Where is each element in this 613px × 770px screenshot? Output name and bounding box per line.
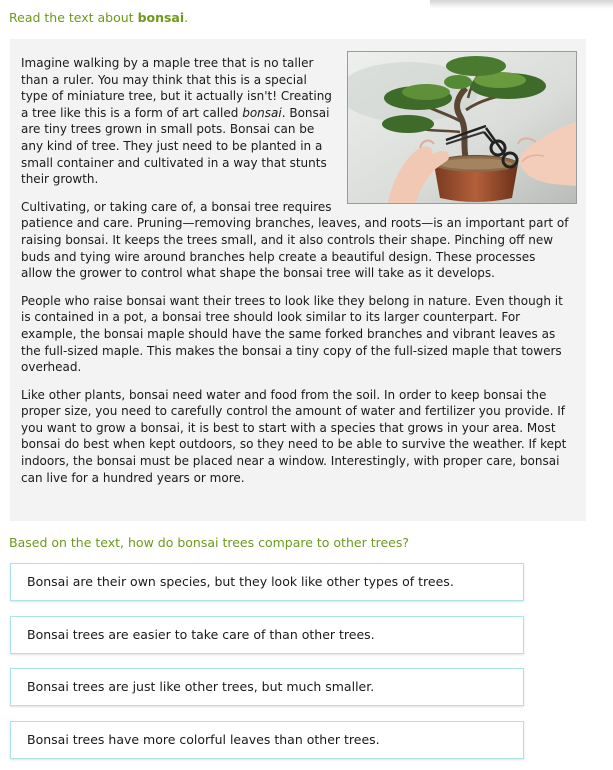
answer-option-3[interactable]: Bonsai trees are just like other trees, but much smaller.: [10, 668, 524, 706]
answer-option-4[interactable]: Bonsai trees have more colorful leaves than other trees.: [10, 721, 524, 759]
p1-start: Imagine walking by a maple tree that is no taller than a ruler. You may think that this is a special type of miniature tree, but it actually isn't! Creating a tree like this is a form of art called: [21, 56, 332, 120]
header-shadow: [430, 0, 613, 9]
question-prompt: Based on the text, how do bonsai trees compare to other trees?: [9, 535, 409, 550]
reading-passage: [10, 39, 586, 521]
p1-end: . Bonsai are tiny trees grown in small pots. Bonsai can be any kind of tree. They just need to be planted in a small container and cultivated in a way that stunts their growth.: [21, 105, 330, 187]
passage-paragraph-4: Like other plants, bonsai need water and food from the soil. In order to keep bonsai the proper size, you need to carefully control the amount of water and fertilizer you provide. If you want to grow a bonsai, it is best to start with a species that grows in your area. Most bonsai do best when kept outdoors, so they need to be able to survive the weather. If kept indoors, the bonsai must be placed near a window. Interestingly, with proper care, bonsai can live for a hundred years or more.: [21, 387, 567, 485]
answer-option-1[interactable]: Bonsai are their own species, but they look like other types of trees.: [10, 563, 524, 601]
bonsai-photo: [347, 51, 577, 204]
p1-italic-term: bonsai: [242, 105, 282, 120]
instruction-text: [9, 10, 188, 25]
instruction-keyword: bonsai: [137, 10, 185, 25]
instruction-prefix: Read the text about: [9, 10, 138, 25]
passage-paragraph-3: People who raise bonsai want their trees to look like they belong in nature. Even though it is contained in a pot, a bonsai tree should look similar to its larger counterpart. For example, the bonsai maple should have the same forked branches and vibrant leaves as the full-sized maple. This makes the bonsai a tiny copy of the full-sized maple that towers overhead.: [21, 293, 563, 375]
passage-paragraph-2: Cultivating, or taking care of, a bonsai tree requires patience and care. Pruning—removing branches, leaves, and roots—is an important part of raising bonsai. It keeps the trees small, and it also controls their shape. Pinching off new buds and tying wire around branches help create a beautiful design. These processes allow the grower to control what shape the bonsai tree will take as it develops.: [21, 199, 569, 281]
instruction-suffix: .: [184, 10, 189, 25]
answer-option-2[interactable]: Bonsai trees are easier to take care of than other trees.: [10, 616, 524, 654]
